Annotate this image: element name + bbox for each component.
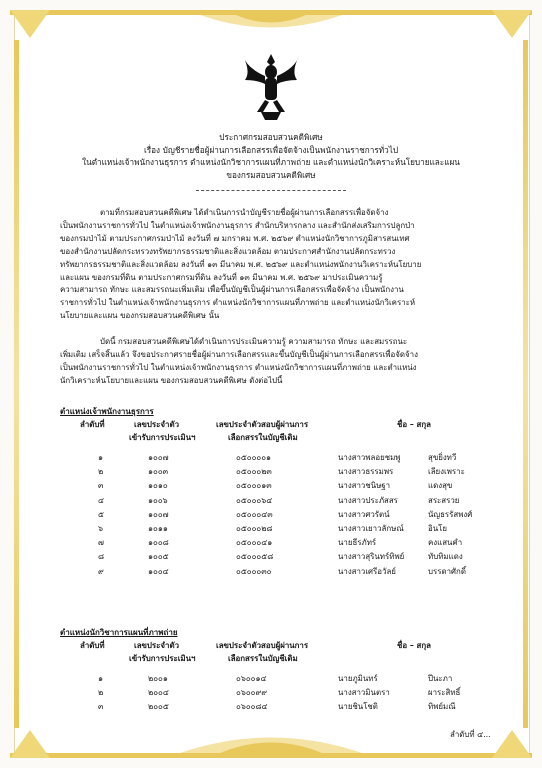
cell-exam-id: ๒๐๐๑ [148,674,168,683]
garuda-emblem-icon [241,50,301,124]
col-header-exam-id-2: เข้ารับการประเมินฯ [129,433,196,442]
cell-list-id: ๐๕๐๐๐๓๐ [236,566,272,576]
paragraph-background [60,207,490,323]
cell-list-id: ๐๕๐๐๐๖๔ [236,495,273,505]
paragraph-line: ตามที่กรมสอบสวนคดีพิเศษ ได้ดำเนินการนำบัญชีรายชื่อผู้ผ่านการเลือกสรรเพื่อจัดจ้าง [100,208,389,217]
col-header-order: ลำดับที่ [80,641,105,650]
paragraph-line: ของสำนักงานปลัดกระทรวงทรัพยากรธรรมชาติและสิ่งแวดล้อม ตามประกาศสำนักงานปลัดกระทรวง [60,246,396,256]
col-header-exam-id-2: เข้ารับการประเมินฯ [129,654,196,663]
cell-order: ๘ [98,552,105,562]
cell-first-name: นางสาวเศรีอวัลย์ [338,566,396,576]
section-title-photo-map: ตำแหน่งนักวิชาการแผนที่ภาพถ่าย [60,627,178,637]
paragraph-line: ของกรมป่าไม้ ตามประกาศกรมป่าไม้ ลงวันที่ ๗ มกราคม พ.ศ. ๒๕๖๙ ตำแหน่งนักวิชาการภูมิสารสนเทศ [60,233,410,243]
cell-list-id: ๐๕๐๐๐๑๓ [236,481,272,491]
cell-order: ๒ [98,467,104,477]
cell-first-name: นายธีรภัทร์ [338,538,377,548]
cell-exam-id: ๑๐๐๗ [148,453,169,462]
cell-exam-id: ๑๐๐๓ [148,467,169,477]
cell-exam-id: ๑๐๐๗ [148,509,169,519]
paragraph-line: เป็นพนักงานราชการทั่วไป ในตำแหน่งเจ้าพนักงานธุรการ ตำแหน่งนักวิชาการแผนที่ภาพถ่าย และตำแหน่ง [60,362,417,372]
cell-order: ๗ [98,538,104,548]
col-header-name: ชื่อ – สกุล [397,420,431,429]
cell-first-name: นางสาวประภัสสร [338,495,398,505]
header-department: ของกรมสอบสวนคดีพิเศษ [226,169,316,180]
cell-order: ๕ [98,509,104,519]
paragraph-line: เพิ่มเติม เสร็จสิ้นแล้ว จึงขอประกาศรายชื่อผู้ผ่านการเลือกสรรและขึ้นบัญชีเป็นผู้ผ่านการเลือกสรรเพื่อจัดจ้าง [60,349,418,359]
paragraph-line: นโยบายและแผน ของกรมสอบสวนคดีพิเศษ นั้น [60,311,220,321]
col-header-name: ชื่อ – สกุล [397,641,431,650]
cell-first-name: นางสาวมินตรา [338,688,390,698]
header-positions: ในตำแหน่งเจ้าพนักงานธุรการ ตำแหน่งนักวิชาการแผนที่ภาพถ่าย และตำแหน่งนักวิเคราะห์นโยบายและแผน [82,157,460,167]
paragraph-result [60,336,490,388]
cell-order: ๓ [98,481,104,491]
cell-list-id: ๐๖๐๐๑๔ [236,674,267,683]
col-header-exam-id: เลขประจำตัว [134,420,180,429]
cell-first-name: นายชินโชติ [338,702,378,712]
cell-exam-id: ๑๐๐๖ [148,495,168,505]
cell-last-name: แดงสุข [428,481,453,491]
cell-last-name: สุขยิ่งทวี [428,453,457,462]
cell-order: ๙ [98,566,104,576]
cell-order: ๖ [98,524,104,533]
paragraph-line: ทรัพยากรธรรมชาติและสิ่งแวดล้อม ลงวันที่ ๑๓ มีนาคม พ.ศ. ๒๕๖๙ และตำแหน่งพนักงานวิเคราะห์นโยบาย [60,259,422,269]
continued-note: ลำดับที่ ๔... [450,730,491,739]
header-subject: เรื่อง บัญชีรายชื่อผู้ผ่านการเลือกสรรเพื่อจัดจ้างเป็นพนักงานราชการทั่วไป [143,144,399,155]
cell-first-name: นางสาวชนิษฐา [338,481,391,491]
cell-list-id: ๐๕๐๐๐๕๘ [236,552,274,562]
cell-first-name: นางสาวสุรินทร์ทิพย์ [338,552,405,562]
paragraph-line: ราชการทั่วไป ในตำแหน่งเจ้าพนักงานธุรการ ตำแหน่งนักวิชาการแผนที่ภาพถ่าย และตำแหน่งนักวิเคราะห์ [60,298,416,308]
cell-first-name: นางสาวศวรัตน์ [338,509,390,519]
col-header-list-id-2: เลือกสรรในบัญชีเดิม [228,654,298,663]
cell-list-id: ๐๕๐๐๐๔๑ [236,538,273,548]
col-header-list-id: เลขประจำตัวสอบผู้ผ่านการ [216,641,309,650]
cell-order: ๑ [98,453,104,462]
cell-exam-id: ๑๐๐๔ [148,566,169,576]
col-header-list-id: เลขประจำตัวสอบผู้ผ่านการ [216,420,309,429]
cell-exam-id: ๑๐๑๑ [148,524,168,533]
cell-first-name: นางสาวธรรมพร [338,467,394,477]
cell-order: ๓ [98,702,104,712]
col-header-exam-id: เลขประจำตัว [134,641,180,650]
cell-order: ๔ [98,495,104,505]
header-separator [196,190,346,191]
gold-frame-left [14,40,19,728]
cell-list-id: ๐๖๐๐๘๔ [236,702,268,712]
announcement-header [40,131,502,181]
gold-frame-right [523,40,528,728]
paragraph-line: บัดนี้ กรมสอบสวนคดีพิเศษได้ดำเนินการประเมินความรู้ ความสามารถ ทักษะ และสมรรถนะ [100,337,408,346]
cell-list-id: ๐๕๐๐๐๒๘ [236,524,273,533]
paragraph-line: และแผน ของกรมที่ดิน ตามประกาศกรมที่ดิน ลงวันที่ ๑๓ มีนาคม พ.ศ. ๒๕๖๙ มาประเมินความรู้ [60,272,383,282]
cell-first-name: นายภูมินทร์ [338,674,378,683]
cell-exam-id: ๒๐๐๔ [148,688,169,698]
gold-frame-top [0,0,542,44]
cell-last-name: อินโย [428,524,447,533]
cell-exam-id: ๑๐๐๘ [148,538,169,548]
col-header-list-id-2: เลือกสรรในบัญชีเดิม [228,433,298,442]
cell-last-name: ทิพย์มณี [428,702,456,712]
col-header-order: ลำดับที่ [80,420,105,429]
cell-last-name: สระสรวย [428,495,460,505]
cell-list-id: ๐๕๐๐๐๒๓ [236,467,272,477]
paragraph-line: เป็นพนักงานราชการทั่วไป ในตำแหน่งเจ้าพนักงานธุรการ สำนักบริหารกลาง และสำนักส่งเสริมการปลูกป่า [60,220,415,230]
cell-list-id: ๐๕๐๐๐๔๓ [236,509,273,519]
cell-list-id: ๐๕๐๐๐๐๑ [236,453,272,462]
cell-first-name: นางสาวเยาวลักษณ์ [338,524,404,533]
cell-last-name: คงแสนคำ [428,538,463,548]
paragraph-line: ความสามารถ ทักษะ และสมรรถนะเพิ่มเติม เพื่อขึ้นบัญชีเป็นผู้ผ่านการเลือกสรรเพื่อจัดจ้าง เป็นพนักงาน [60,285,404,295]
section-title-clerk: ตำแหน่งเจ้าพนักงานธุรการ [60,406,154,416]
cell-last-name: ทับทิมแดง [428,552,463,562]
cell-exam-id: ๑๐๑๐ [148,481,168,491]
cell-last-name: ผาระสิทธิ์ [428,688,461,698]
cell-list-id: ๐๖๐๐๙๙ [236,688,268,698]
cell-order: ๒ [98,688,104,698]
cell-order: ๑ [98,674,104,683]
cell-exam-id: ๒๐๐๕ [148,702,169,712]
cell-first-name: นางสาวพลอยชมพู [338,453,401,462]
cell-exam-id: ๑๐๐๕ [148,552,169,562]
header-issuer: ประกาศกรมสอบสวนคดีพิเศษ [219,132,323,142]
cell-last-name: บรรดาศักดิ์ [428,566,466,576]
cell-last-name: เลียงเพราะ [428,467,465,477]
paragraph-line: นักวิเคราะห์นโยบายและแผน ของกรมสอบสวนคดีพิเศษ ดังต่อไปนี้ [60,375,283,385]
cell-last-name: นัญธรรัสพงศ์ [428,509,473,519]
cell-last-name: ปีนะภา [428,674,453,683]
